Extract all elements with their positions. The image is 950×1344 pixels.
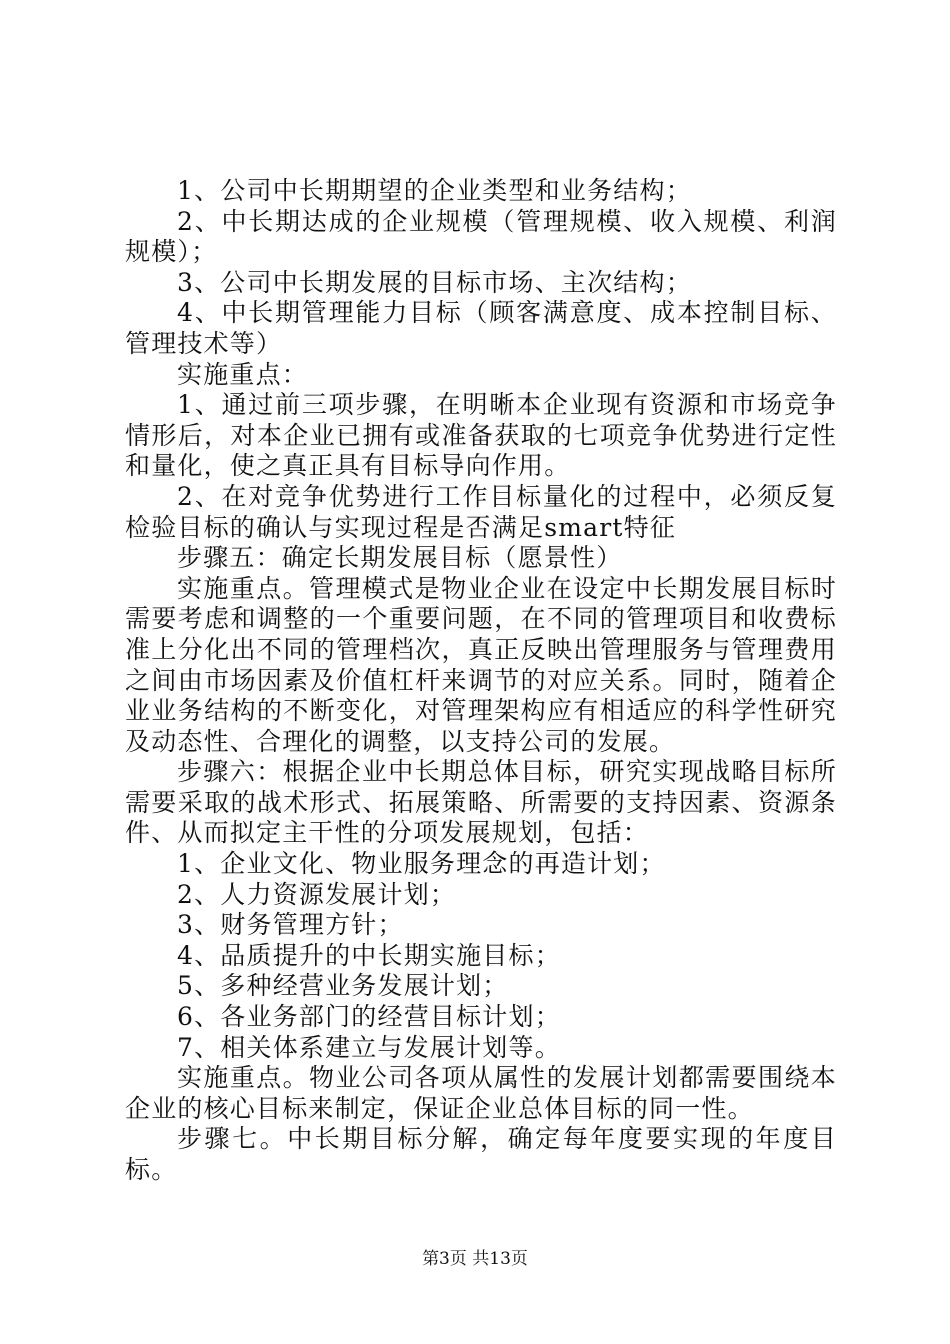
paragraph-plan-7: 7、相关体系建立与发展计划等。 bbox=[177, 1032, 561, 1062]
paragraph-step-5-key-points: 实施重点。管理模式是物业企业在设定中长期发展目标时需要考虑和调整的一个重要问题，在不同的管理项目和收费标准上分化出不同的管理档次，真正反映出管理服务与管理费用之间由市场因素及价值杠杆来调节的对应关系。同时，随着企业业务结构的不断变化，对管理架构应有相适应的科学性研究及动态性、合理化的调整，以支持公司的发展。 bbox=[125, 573, 837, 756]
document-body bbox=[125, 176, 837, 1186]
paragraph-goal-2: 2、中长期达成的企业规模（管理规模、收入规模、利润规模）； bbox=[125, 206, 837, 267]
paragraph-key-points-heading: 实施重点： bbox=[177, 359, 309, 389]
paragraph-step-5: 步骤五：确定长期发展目标（愿景性） bbox=[177, 543, 623, 573]
paragraph-goal-1: 1、公司中长期期望的企业类型和业务结构； bbox=[177, 176, 692, 205]
page-footer bbox=[0, 1244, 950, 1269]
paragraph-plan-3: 3、财务管理方针； bbox=[177, 910, 404, 940]
paragraph-key-point-1: 1、通过前三项步骤，在明晰本企业现有资源和市场竞争情形后，对本企业已拥有或准备获取的七项竞争优势进行定性和量化，使之真正具有目标导向作用。 bbox=[125, 390, 837, 481]
paragraph-step-7: 步骤七。中长期目标分解，确定每年度要实现的年度目标。 bbox=[125, 1124, 837, 1184]
paragraph-key-point-2: 2、在对竞争优势进行工作目标量化的过程中，必须反复检验目标的确认与实现过程是否满足smart特征 bbox=[125, 481, 837, 542]
paragraph-plan-2: 2、人力资源发展计划； bbox=[177, 879, 457, 909]
page-number-label: 第3页 共13页 bbox=[422, 1249, 528, 1269]
paragraph-plan-4: 4、品质提升的中长期实施目标； bbox=[177, 940, 561, 970]
paragraph-plan-6: 6、各业务部门的经营目标计划； bbox=[177, 1002, 561, 1032]
paragraph-goal-4: 4、中长期管理能力目标（顾客满意度、成本控制目标、管理技术等） bbox=[125, 298, 837, 358]
paragraph-step-6-key-points: 实施重点。物业公司各项从属性的发展计划都需要围绕本企业的核心目标来制定，保证企业总体目标的同一性。 bbox=[125, 1063, 837, 1123]
paragraph-step-6: 步骤六：根据企业中长期总体目标，研究实现战略目标所需要采取的战术形式、拓展策略、所需要的支持因素、资源条件、从而拟定主干性的分项发展规划，包括： bbox=[125, 757, 837, 848]
paragraph-plan-1: 1、企业文化、物业服务理念的再造计划； bbox=[177, 849, 666, 879]
paragraph-goal-3: 3、公司中长期发展的目标市场、主次结构； bbox=[177, 267, 692, 297]
paragraph-plan-5: 5、多种经营业务发展计划； bbox=[177, 971, 509, 1001]
